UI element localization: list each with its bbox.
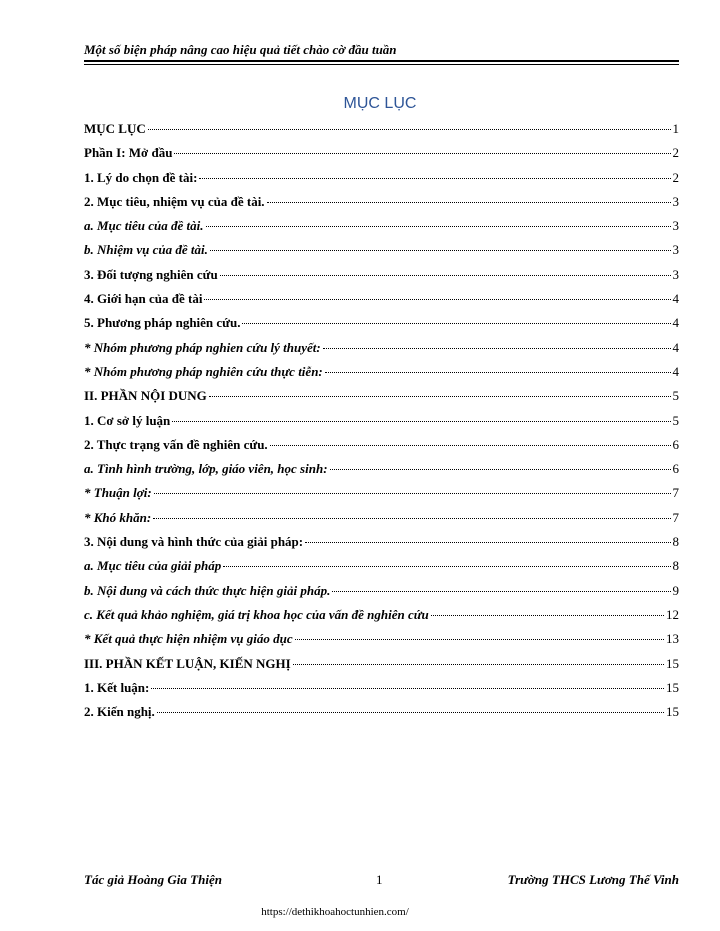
toc-dot-leader — [209, 396, 671, 397]
toc-entry-text: c. Kết quả khảo nghiệm, giá trị khoa học của vấn đề nghiên cứu — [84, 606, 429, 622]
page-footer — [84, 872, 679, 890]
toc-entry-text: Phần I: Mở đầu — [84, 145, 173, 161]
toc-dot-leader — [332, 591, 670, 592]
toc-entry-page: 8 — [672, 558, 679, 574]
toc-dot-leader — [267, 202, 671, 203]
toc-dot-leader — [154, 493, 671, 494]
toc-entry-text: MỤC LỤC — [84, 121, 146, 136]
toc-entry[interactable] — [84, 506, 679, 530]
toc-entry-page: 2 — [672, 145, 679, 161]
toc-entry[interactable] — [84, 481, 679, 505]
toc-entry[interactable] — [84, 603, 679, 627]
toc-entry[interactable] — [84, 166, 679, 190]
running-header: Một số biện pháp nâng cao hiệu quả tiết chào cờ đầu tuần — [84, 42, 397, 57]
toc-entry-text: b. Nội dung và cách thức thực hiện giải pháp. — [84, 582, 331, 598]
toc-entry-text: 4. Giới hạn của đề tài — [84, 291, 203, 307]
toc-dot-leader — [293, 664, 664, 665]
toc-entry[interactable] — [84, 336, 679, 360]
toc-entry-page: 4 — [672, 363, 679, 379]
toc-dot-leader — [295, 639, 664, 640]
toc-entry-text: 1. Cơ sở lý luận — [84, 412, 171, 428]
toc-entry[interactable] — [84, 360, 679, 384]
toc-entry[interactable] — [84, 214, 679, 238]
toc-entry[interactable] — [84, 700, 679, 724]
toc-entry-text: 2. Kiến nghị. — [84, 704, 155, 720]
toc-entry-page: 3 — [672, 266, 679, 282]
header-rule-thin — [84, 64, 679, 65]
table-of-contents — [84, 117, 679, 724]
toc-entry-page: 13 — [666, 631, 679, 647]
toc-dot-leader — [242, 323, 670, 324]
toc-entry-text: * Nhóm phương pháp nghiên cứu thực tiễn: — [84, 363, 323, 379]
toc-entry-text: * Khó khăn: — [84, 509, 152, 525]
toc-entry-text: a. Mục tiêu của giải pháp — [84, 558, 222, 574]
toc-entry[interactable] — [84, 457, 679, 481]
toc-entry-page: 5 — [672, 388, 679, 404]
toc-entry-page: 2 — [672, 169, 679, 185]
toc-dot-leader — [210, 250, 671, 251]
toc-dot-leader — [151, 688, 664, 689]
toc-dot-leader — [153, 518, 670, 519]
toc-dot-leader — [223, 566, 670, 567]
toc-entry-text: 1. Lý do chọn đề tài: — [84, 169, 198, 185]
toc-entry-page: 3 — [672, 218, 679, 234]
toc-entry-page: 9 — [672, 582, 679, 598]
toc-entry-page: 3 — [672, 242, 679, 258]
toc-dot-leader — [157, 712, 664, 713]
toc-entry-text: 2. Mục tiêu, nhiệm vụ của đề tài. — [84, 193, 265, 209]
toc-entry-page: 7 — [672, 509, 679, 525]
toc-entry-page: 12 — [666, 606, 679, 622]
toc-dot-leader — [325, 372, 671, 373]
toc-entry-page: 3 — [672, 193, 679, 209]
toc-entry-page: 4 — [672, 291, 679, 307]
toc-dot-leader — [174, 153, 670, 154]
toc-entry-text: a. Tình hình trường, lớp, giáo viên, học sinh: — [84, 461, 328, 477]
toc-entry-text: 1. Kết luận: — [84, 679, 150, 695]
toc-entry-page: 7 — [672, 485, 679, 501]
toc-entry[interactable] — [84, 530, 679, 554]
toc-entry[interactable] — [84, 384, 679, 408]
toc-entry[interactable] — [84, 652, 679, 676]
toc-entry[interactable] — [84, 263, 679, 287]
source-url[interactable]: https://dethikhoahoctunhien.com/ — [261, 906, 409, 918]
toc-entry-page: 1 — [672, 121, 679, 136]
toc-dot-leader — [204, 299, 670, 300]
toc-entry-text: III. PHẦN KẾT LUẬN, KIẾN NGHỊ — [84, 655, 291, 671]
toc-entry[interactable] — [84, 311, 679, 335]
toc-entry-page: 6 — [672, 436, 679, 452]
toc-entry-text: * Nhóm phương pháp nghien cứu lý thuyết: — [84, 339, 321, 355]
toc-entry-page: 15 — [666, 704, 679, 720]
toc-entry[interactable] — [84, 627, 679, 651]
toc-entry-text: * Thuận lợi: — [84, 485, 152, 501]
footer-author: Tác giả Hoàng Gia Thiện — [84, 872, 222, 887]
toc-dot-leader — [305, 542, 670, 543]
toc-entry-page: 15 — [666, 679, 679, 695]
toc-dot-leader — [206, 226, 671, 227]
footer-page-number: 1 — [376, 872, 383, 887]
toc-entry-page: 8 — [672, 534, 679, 550]
toc-entry[interactable] — [84, 190, 679, 214]
toc-entry-text: b. Nhiệm vụ của đề tài. — [84, 242, 208, 258]
toc-dot-leader — [220, 275, 671, 276]
toc-entry[interactable] — [84, 141, 679, 165]
toc-entry[interactable] — [84, 579, 679, 603]
toc-dot-leader — [431, 615, 664, 616]
toc-entry-page: 6 — [672, 461, 679, 477]
toc-dot-leader — [199, 178, 670, 179]
toc-dot-leader — [330, 469, 671, 470]
toc-entry[interactable] — [84, 676, 679, 700]
toc-entry[interactable] — [84, 287, 679, 311]
toc-entry-text: 2. Thực trạng vấn đề nghiên cứu. — [84, 436, 268, 452]
toc-entry[interactable] — [84, 554, 679, 578]
footer-school: Trường THCS Lương Thế Vinh — [507, 872, 679, 887]
toc-entry-page: 5 — [672, 412, 679, 428]
toc-entry-page: 4 — [672, 315, 679, 331]
toc-entry[interactable] — [84, 238, 679, 262]
toc-entry-text: 5. Phương pháp nghiên cứu. — [84, 315, 241, 331]
toc-title: MỤC LỤC — [343, 95, 417, 112]
toc-entry-text: 3. Đối tượng nghiên cứu — [84, 266, 218, 282]
toc-dot-leader — [172, 421, 670, 422]
header-rule-thick — [84, 60, 679, 62]
toc-entry[interactable] — [84, 433, 679, 457]
toc-entry[interactable] — [84, 409, 679, 433]
toc-entry-page: 15 — [666, 655, 679, 671]
toc-entry-text: a. Mục tiêu của đề tài. — [84, 218, 204, 234]
toc-dot-leader — [270, 445, 671, 446]
toc-dot-leader — [148, 129, 671, 130]
toc-entry-text: * Kết quả thực hiện nhiệm vụ giáo dục — [84, 631, 293, 647]
toc-dot-leader — [323, 348, 671, 349]
toc-entry-page: 4 — [672, 339, 679, 355]
toc-entry[interactable] — [84, 117, 679, 141]
toc-entry-text: 3. Nội dung và hình thức của giải pháp: — [84, 534, 304, 550]
toc-entry-text: II. PHẦN NỘI DUNG — [84, 388, 207, 404]
